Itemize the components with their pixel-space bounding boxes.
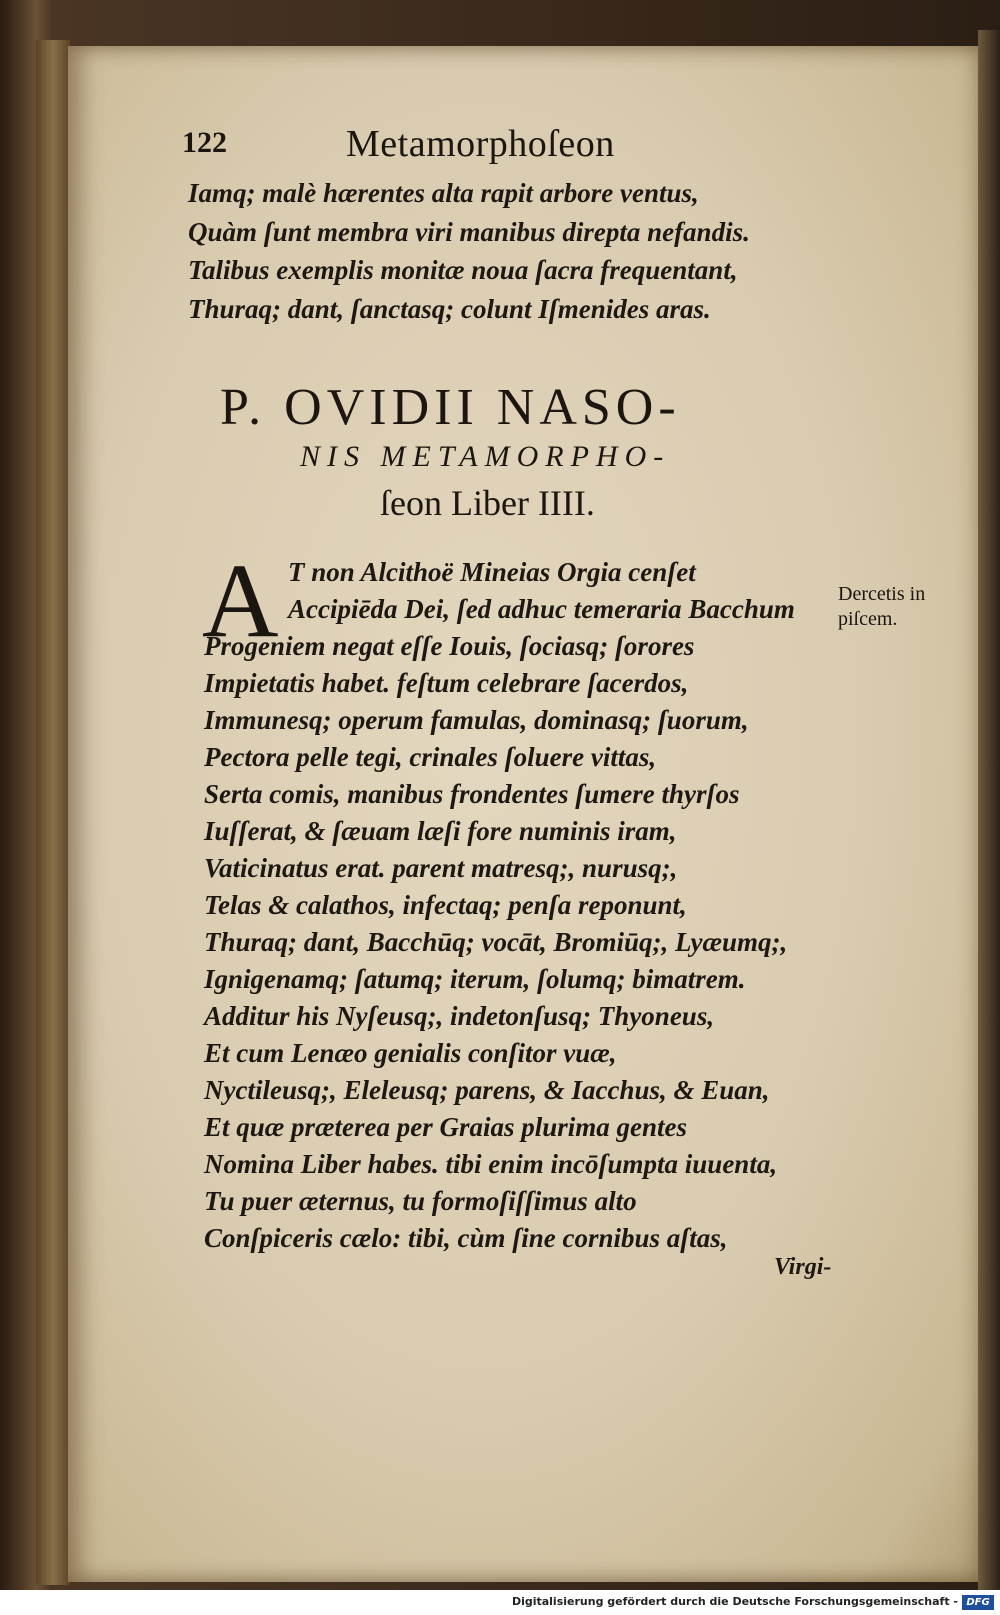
verse-line: Impietatis habet. feſtum celebrare ſacerdos, [204, 668, 689, 698]
main-verse-block [204, 628, 787, 1257]
verse-line: Immunesq; operum famulas, dominasq; ſuorum, [204, 705, 749, 735]
book-title-line-1: P. OVIDII NASO- [220, 379, 681, 436]
verse-line: Thuraq; dant, ſanctasq; colunt Iſmenides aras. [188, 293, 711, 324]
running-head: Metamorphoſeon [346, 123, 615, 165]
verse-line: Thuraq; dant, Bacchūq; vocāt, Bromiūq;, Lyæumq;, [204, 927, 788, 957]
marginal-note-line: piſcem. [838, 608, 898, 630]
dfg-logo[interactable]: DFG [962, 1595, 994, 1610]
verse-line: Talibus exemplis monitæ noua ſacra frequentant, [188, 255, 738, 285]
page-edge-shadow [978, 30, 1000, 1590]
verse-line: Nyctileusq;, Eleleusq; parens, & Iacchus, & Euan, [204, 1075, 770, 1105]
verse-line: Nomina Liber habes. tibi enim incōſumpta iuuenta, [204, 1149, 778, 1179]
verse-line: Pectora pelle tegi, crinales ſoluere vittas, [204, 742, 657, 772]
verse-line: Progeniem negat eſſe Iouis, ſociasq; ſorores [204, 631, 695, 661]
verse-line: Conſpiceris cælo: tibi, cùm ſine cornibus aſtas, [204, 1223, 728, 1253]
verse-line: Additur his Nyſeusq;, indetonſusq; Thyoneus, [204, 1001, 715, 1031]
book-title-line-3: ſeon Liber IIII. [380, 483, 595, 523]
verse-line: Et cum Lenæo genialis conſitor vuæ, [204, 1038, 617, 1068]
verse-line: T non Alcithoë Mineias Orgia cenſet [288, 557, 696, 587]
marginal-note-line: Dercetis in [838, 583, 926, 605]
verse-line: Telas & calathos, infectaq; penſa reponunt, [204, 890, 687, 920]
marginal-note [838, 582, 964, 632]
drop-cap-initial: A [202, 542, 279, 659]
top-verse-block [188, 174, 750, 328]
verse-line: Iamq; malè hærentes alta rapit arbore ventus, [188, 178, 699, 208]
verse-line: Tu puer æternus, tu formoſiſſimus alto [204, 1186, 637, 1216]
page-header [182, 122, 822, 172]
book-title-line-2: NIS METAMORPHO- [300, 440, 671, 473]
page-number: 122 [182, 126, 227, 159]
catchword: Virgi- [774, 1254, 832, 1280]
book-gutter [36, 40, 70, 1585]
verse-line: Iuſſerat, & ſæuam læſi fore numinis iram, [204, 816, 677, 846]
verse-line: Ignigenamq; ſatumq; iterum, ſolumq; bimatrem. [204, 964, 746, 994]
digitization-footer [0, 1590, 1000, 1615]
opening-verse-block [288, 554, 795, 628]
verse-line: Serta comis, manibus frondentes ſumere thyrſos [204, 779, 740, 809]
verse-line: Et quæ præterea per Graias plurima gentes [204, 1112, 688, 1142]
verse-line: Vaticinatus erat. parent matresq;, nurusq;, [204, 853, 678, 883]
verse-line: Accipiēda Dei, ſed adhuc temeraria Bacchum [288, 594, 795, 624]
funding-credit: Digitalisierung gefördert durch die Deutsche Forschungsgemeinschaft - [511, 1595, 958, 1608]
verse-line: Quàm ſunt membra viri manibus direpta nefandis. [188, 216, 750, 247]
